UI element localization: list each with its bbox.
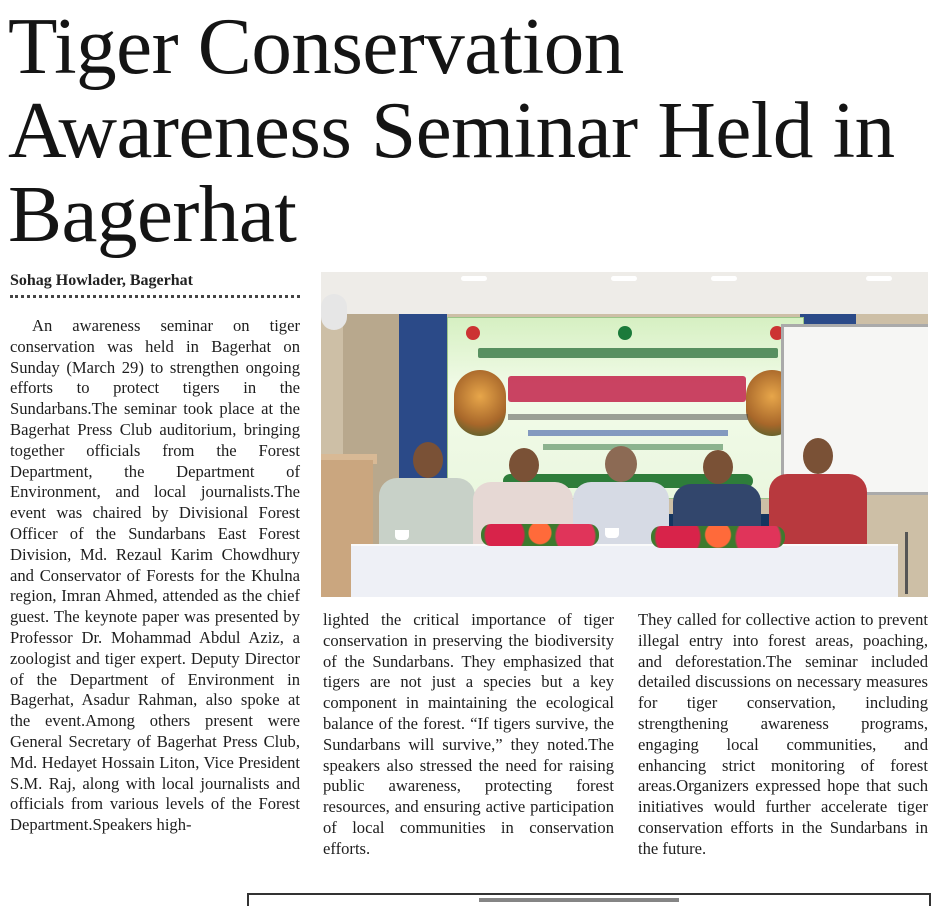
flower-arrangement-right	[651, 526, 785, 548]
article-column-2: lighted the critical importance of tiger conservation in preserving the biodiversity of the Sundarbans. They emphasized that tigers are not just a species but a key component in maintaining the ecological balance of the forest. “If tigers survive, the Sundarbans will survive,” they noted.The speakers also stressed the need for raising public awareness, protecting forest resources, and ensuring active participation of local communities in conservation efforts.	[323, 610, 614, 858]
headline: Tiger Conservation Awareness Seminar Held in Bagerhat	[8, 1, 895, 259]
ceiling	[321, 272, 928, 314]
tiger-left-icon	[454, 370, 506, 436]
seminar-photo	[321, 272, 928, 597]
article-column-3: They called for collective action to prevent illegal entry into forest areas, poaching, and deforestation.The seminar included detailed discussions on necessary measures for tiger conservation, including strengthening awareness programs, engaging local communities, and enhancing strict monitoring of forest areas.Organizers expressed hope that such initiatives would further accelerate tiger conservation efforts in the Sundarbans in the future.	[638, 610, 928, 858]
next-article-box	[247, 893, 931, 906]
whiteboard	[781, 324, 928, 495]
flower-arrangement-left	[481, 524, 599, 546]
wall-fan-icon	[321, 294, 347, 330]
byline: Sohag Howlader, Bagerhat	[10, 272, 300, 298]
dais-table	[351, 544, 898, 597]
article-column-1: An awareness seminar on tiger conservation was held in Bagerhat on Sunday (March 29) to strengthen ongoing efforts to protect tigers in the Sundarbans.The seminar took place at the Bagerhat Press Club auditorium, bringing together officials from the Forest Department, the Department of Environment, and local journalists.The event was chaired by Divisional Forest Officer of the Sundarbans East Forest Division, Md. Rezaul Karim Chowdhury and Conservator of Forests for the Khulna region, Imran Ahmed, attended as the chief guest. The keynote paper was presented by Professor Dr. Mohammad Abdul Aziz, a zoologist and tiger expert. Deputy Director of the Department of Environment in Bagerhat, Asadur Rahman, also spoke at the event.Among others present were General Secretary of Bagerhat Press Club, Md. Hedayet Hossain Liton, Vice President S.M. Raj, along with local journalists and officials from various levels of the Forest Department.Speakers high-	[10, 316, 300, 835]
